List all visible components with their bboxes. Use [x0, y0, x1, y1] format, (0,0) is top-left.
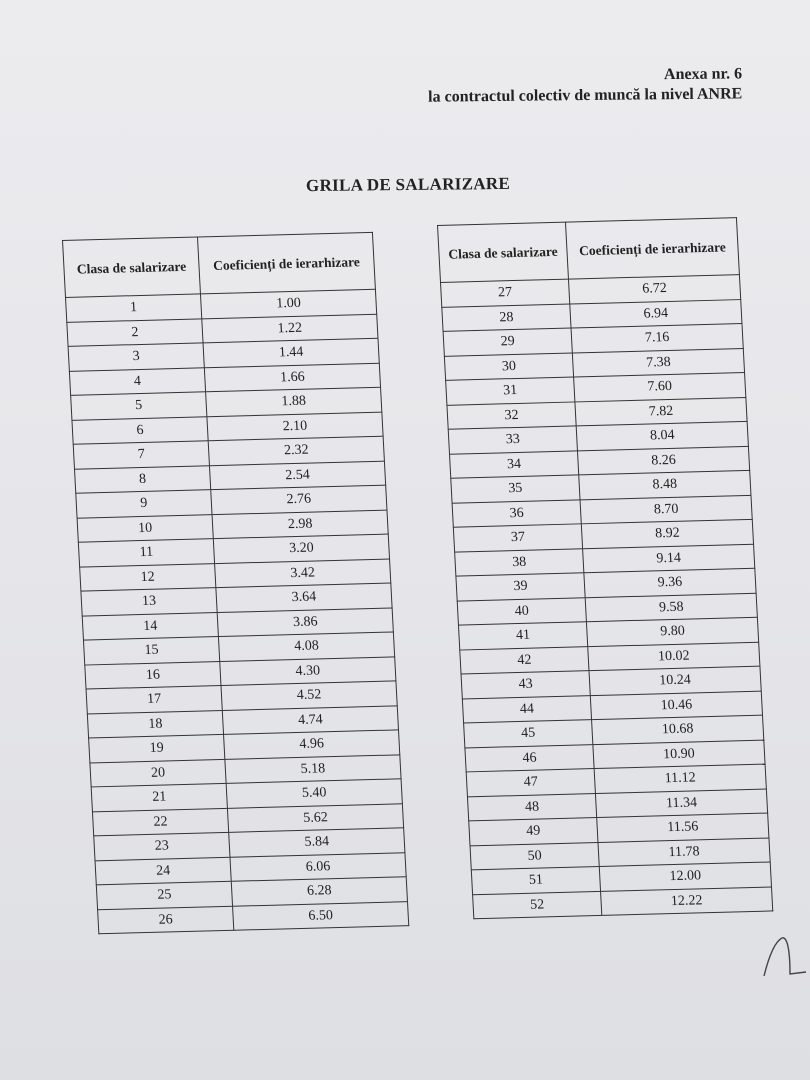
salary-class-cell: 12: [80, 563, 216, 591]
coefficient-cell: 6.06: [230, 852, 406, 881]
salary-class-cell: 20: [90, 759, 226, 787]
salary-class-cell: 16: [85, 661, 221, 689]
salary-class-cell: 24: [95, 857, 231, 885]
coefficient-cell: 10.02: [588, 642, 760, 671]
salary-class-cell: 13: [81, 588, 217, 616]
coefficient-cell: 1.00: [200, 289, 376, 318]
salary-class-cell: 41: [458, 622, 587, 650]
coefficient-cell: 2.32: [208, 436, 384, 465]
coefficient-cell: 6.50: [233, 901, 409, 930]
salary-class-cell: 10: [77, 514, 213, 542]
salary-class-cell: 28: [442, 304, 571, 332]
salary-class-cell: 4: [69, 367, 205, 395]
salary-class-cell: 47: [466, 769, 595, 797]
salary-class-cell: 30: [444, 353, 573, 381]
salary-class-cell: 2: [67, 318, 203, 346]
coefficient-cell: 4.30: [220, 656, 396, 685]
coefficient-cell: 7.60: [574, 373, 746, 402]
salary-class-cell: 21: [91, 783, 227, 811]
coefficient-cell: 5.40: [226, 779, 402, 808]
coefficient-cell: 3.86: [217, 607, 393, 636]
salary-class-cell: 40: [457, 597, 586, 625]
coefficient-cell: 10.24: [589, 666, 761, 695]
column-header-class: Clasa de salarizare: [438, 222, 569, 282]
coefficient-cell: 11.12: [594, 764, 766, 793]
salary-class-cell: 42: [460, 646, 589, 674]
coefficient-cell: 11.34: [595, 789, 767, 818]
salary-class-cell: 23: [94, 832, 230, 860]
salary-class-cell: 50: [470, 842, 599, 870]
coefficient-cell: 8.70: [580, 495, 752, 524]
signature-mark: [760, 930, 808, 980]
salary-grid-table-right: [437, 217, 773, 919]
coefficient-cell: 10.68: [592, 715, 764, 744]
page-title: GRILA DE SALARIZARE: [305, 173, 511, 196]
salary-class-cell: 44: [462, 695, 591, 723]
salary-class-cell: 27: [441, 279, 570, 307]
salary-class-cell: 52: [473, 891, 602, 919]
annex-subtitle: la contractul colectiv de muncă la nivel ANRE: [427, 85, 743, 106]
salary-class-cell: 25: [96, 881, 232, 909]
coefficient-cell: 2.76: [211, 485, 387, 514]
coefficient-cell: 6.28: [231, 877, 407, 906]
column-header-coefficient: Coeficienți de ierarhizare: [565, 218, 739, 279]
coefficient-cell: 9.80: [586, 617, 758, 646]
coefficient-cell: 5.62: [227, 803, 403, 832]
salary-class-cell: 31: [446, 377, 575, 405]
salary-grid-table-left: [62, 232, 409, 934]
coefficient-cell: 4.96: [224, 730, 400, 759]
coefficient-cell: 4.08: [218, 632, 394, 661]
salary-class-cell: 26: [98, 906, 234, 934]
salary-class-cell: 17: [86, 685, 222, 713]
coefficient-cell: 5.18: [225, 754, 401, 783]
coefficient-cell: 8.26: [577, 446, 749, 475]
coefficient-cell: 10.90: [593, 740, 765, 769]
salary-class-cell: 29: [443, 328, 572, 356]
salary-class-cell: 6: [72, 416, 208, 444]
coefficient-cell: 9.58: [585, 593, 757, 622]
coefficient-cell: 7.82: [575, 397, 747, 426]
coefficient-cell: 2.98: [212, 510, 388, 539]
salary-class-cell: 36: [452, 499, 581, 527]
salary-class-cell: 11: [78, 539, 214, 567]
coefficient-cell: 2.10: [207, 412, 383, 441]
coefficient-cell: 3.64: [216, 583, 392, 612]
coefficient-cell: 4.74: [222, 705, 398, 734]
salary-class-cell: 19: [89, 734, 225, 762]
column-header-class: Clasa de salarizare: [63, 237, 201, 297]
column-header-coefficient: Coeficienți de ierarhizare: [197, 232, 375, 294]
coefficient-cell: 8.48: [579, 470, 751, 499]
salary-class-cell: 32: [447, 401, 576, 429]
coefficient-cell: 9.36: [584, 568, 756, 597]
salary-class-cell: 37: [453, 524, 582, 552]
salary-class-cell: 51: [471, 866, 600, 894]
coefficient-cell: 1.88: [206, 387, 382, 416]
salary-class-cell: 45: [464, 720, 593, 748]
salary-class-cell: 14: [82, 612, 218, 640]
salary-class-cell: 1: [66, 294, 202, 322]
salary-class-cell: 48: [467, 793, 596, 821]
coefficient-cell: 7.38: [572, 348, 744, 377]
coefficient-cell: 11.78: [598, 838, 770, 867]
coefficient-cell: 9.14: [583, 544, 755, 573]
salary-class-cell: 49: [469, 818, 598, 846]
salary-class-cell: 34: [449, 450, 578, 478]
salary-class-cell: 18: [87, 710, 223, 738]
coefficient-cell: 11.56: [597, 813, 769, 842]
coefficient-cell: 10.46: [590, 691, 762, 720]
coefficient-cell: 3.20: [213, 534, 389, 563]
salary-class-cell: 9: [76, 490, 212, 518]
salary-class-cell: 38: [455, 548, 584, 576]
coefficient-cell: 1.66: [204, 363, 380, 392]
salary-class-cell: 43: [461, 671, 590, 699]
salary-class-cell: 3: [68, 343, 204, 371]
coefficient-cell: 8.04: [576, 421, 748, 450]
coefficient-cell: 1.44: [203, 338, 379, 367]
salary-class-cell: 46: [465, 744, 594, 772]
coefficient-cell: 1.22: [202, 314, 378, 343]
salary-class-cell: 35: [451, 475, 580, 503]
coefficient-cell: 6.94: [570, 299, 742, 328]
salary-class-cell: 7: [73, 441, 209, 469]
salary-class-cell: 33: [448, 426, 577, 454]
coefficient-cell: 12.22: [601, 886, 773, 915]
coefficient-cell: 3.42: [215, 559, 391, 588]
annex-header: [428, 64, 743, 107]
coefficient-cell: 5.84: [229, 828, 405, 857]
salary-class-cell: 22: [92, 808, 228, 836]
salary-class-cell: 5: [71, 392, 207, 420]
salary-class-cell: 8: [74, 465, 210, 493]
salary-class-cell: 15: [83, 637, 219, 665]
salary-class-cell: 39: [456, 573, 585, 601]
coefficient-cell: 4.52: [221, 681, 397, 710]
annex-number: Anexa nr. 6: [663, 65, 742, 84]
coefficient-cell: 8.92: [581, 519, 753, 548]
coefficient-cell: 7.16: [571, 324, 743, 353]
coefficient-cell: 6.72: [568, 275, 740, 304]
coefficient-cell: 12.00: [599, 862, 771, 891]
coefficient-cell: 2.54: [209, 461, 385, 490]
